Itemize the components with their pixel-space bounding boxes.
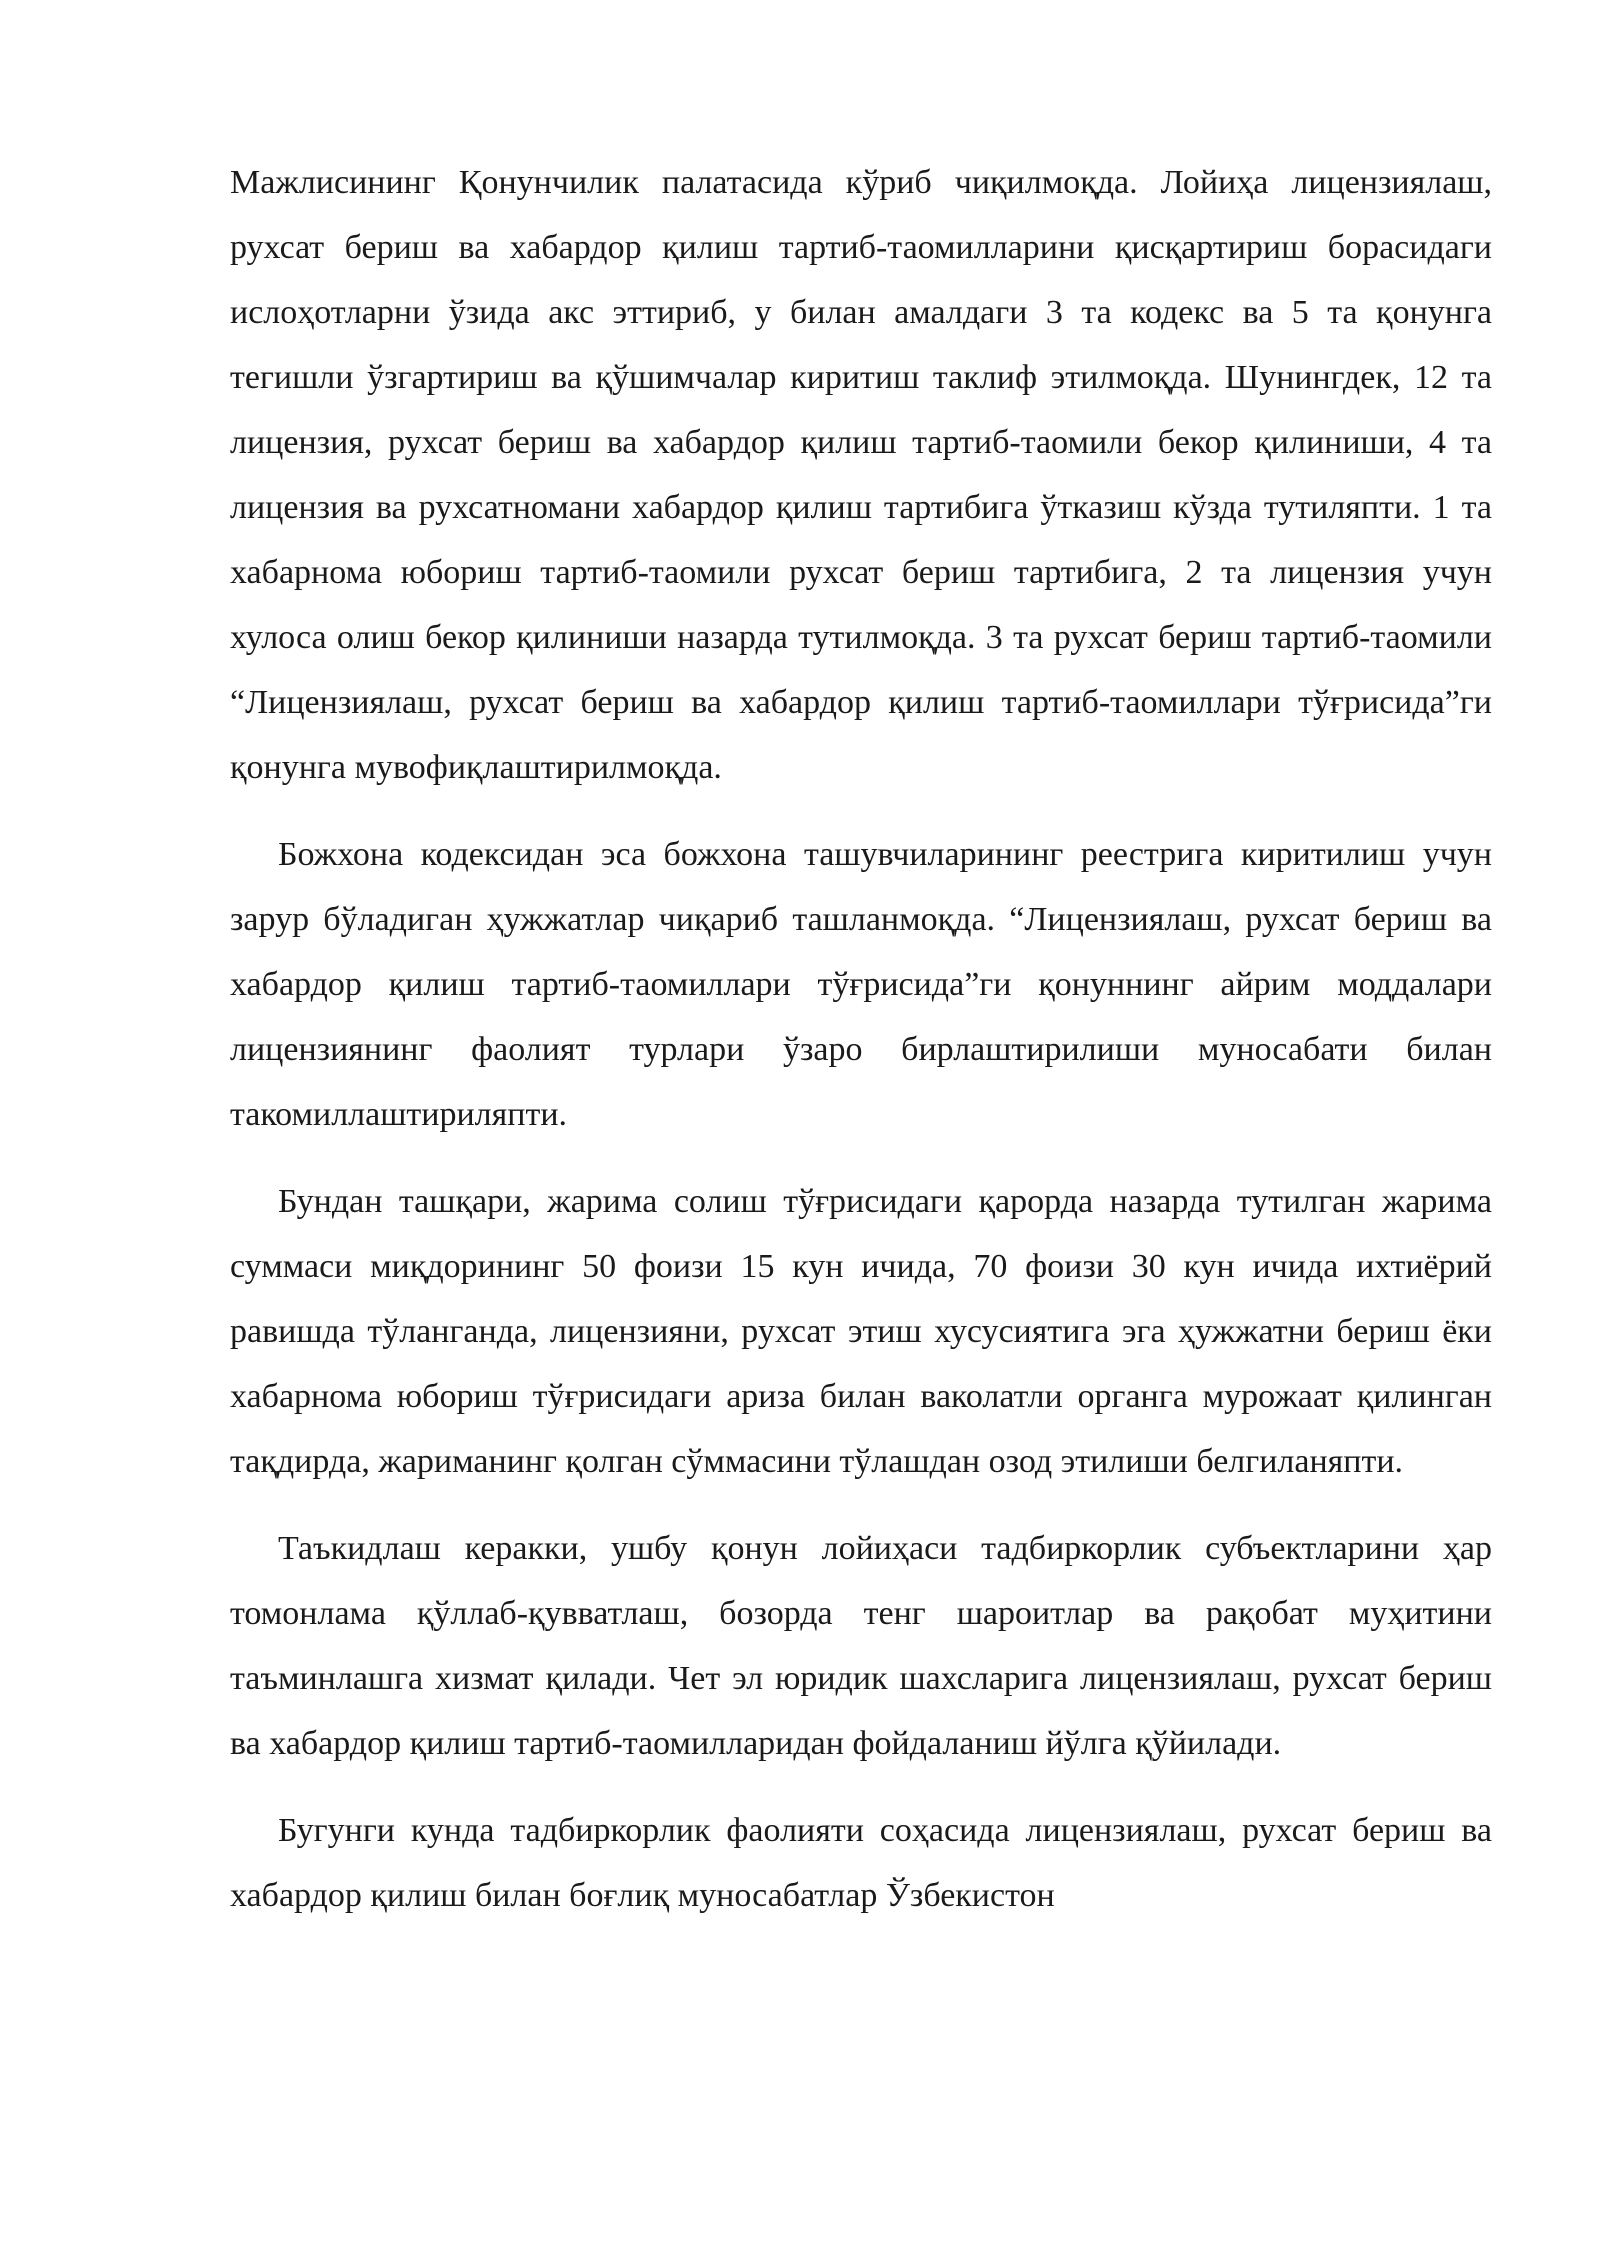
paragraph-1: Мажлисининг Қонунчилик палатасида кўриб чиқилмоқда. Лойиҳа лицензиялаш, рухсат бериш ва хабардор қилиш тартиб-таомилларини қисқартириш борасидаги ислоҳотларни ўзида акс эттириб, у билан амалдаги 3 та кодекс ва 5 та қонунга тегишли ўзгартириш ва қўшимчалар киритиш таклиф этилмоқда. Шунингдек, 12 та лицензия, рухсат бериш ва хабардор қилиш тартиб-таомили бекор қилиниши, 4 та лицензия ва рухсатномани хабардор қилиш тартибига ўтказиш кўзда тутиляпти. 1 та хабарнома юбориш тартиб-таомили рухсат бериш тартибига, 2 та лицензия учун хулоса олиш бекор қилиниши назарда тутилмоқда. 3 та рухсат бериш тартиб-таомили “Лицензиялаш, рухсат бериш ва хабардор қилиш тартиб-таомиллари тўғрисида”ги қонунга мувофиқлаштирилмоқда. xyxy=(230,164,1492,786)
paragraph-2: Божхона кодексидан эса божхона ташувчиларининг реестрига киритилиш учун зарур бўладиган ҳужжатлар чиқариб ташланмоқда. “Лицензиялаш, рухсат бериш ва хабардор қилиш тартиб-таомиллари тўғрисида”ги қонуннинг айрим моддалари лицензиянинг фаолият турлари ўзаро бирлаштирилиши муносабати билан такомиллаштириляпти. xyxy=(230,836,1492,1133)
paragraph-3: Бундан ташқари, жарима солиш тўғрисидаги қарорда назарда тутилган жарима суммаси миқдорининг 50 фоизи 15 кун ичида, 70 фоизи 30 кун ичида ихтиёрий равишда тўланганда, лицензияни, рухсат этиш хусусиятига эга ҳужжатни бериш ёки хабарнома юбориш тўғрисидаги ариза билан ваколатли органга мурожаат қилинган тақдирда, жариманинг қолган сўммасини тўлашдан озод этилиши белгиланяпти. xyxy=(230,1183,1492,1480)
paragraph-5: Бугунги кунда тадбиркорлик фаолияти соҳасида лицензиялаш, рухсат бериш ва хабардор қилиш билан боғлиқ муносабатлар Ўзбекистон xyxy=(230,1812,1492,1914)
paragraph-4: Таъкидлаш керакки, ушбу қонун лойиҳаси тадбиркорлик субъектларини ҳар томонлама қўллаб-қувватлаш, бозорда тенг шароитлар ва рақобат муҳитини таъминлашга хизмат қилади. Чет эл юридик шахсларига лицензиялаш, рухсат бериш ва хабардор қилиш тартиб-таомилларидан фойдаланиш йўлга қўйилади. xyxy=(230,1530,1492,1762)
body-text xyxy=(230,150,1492,1950)
